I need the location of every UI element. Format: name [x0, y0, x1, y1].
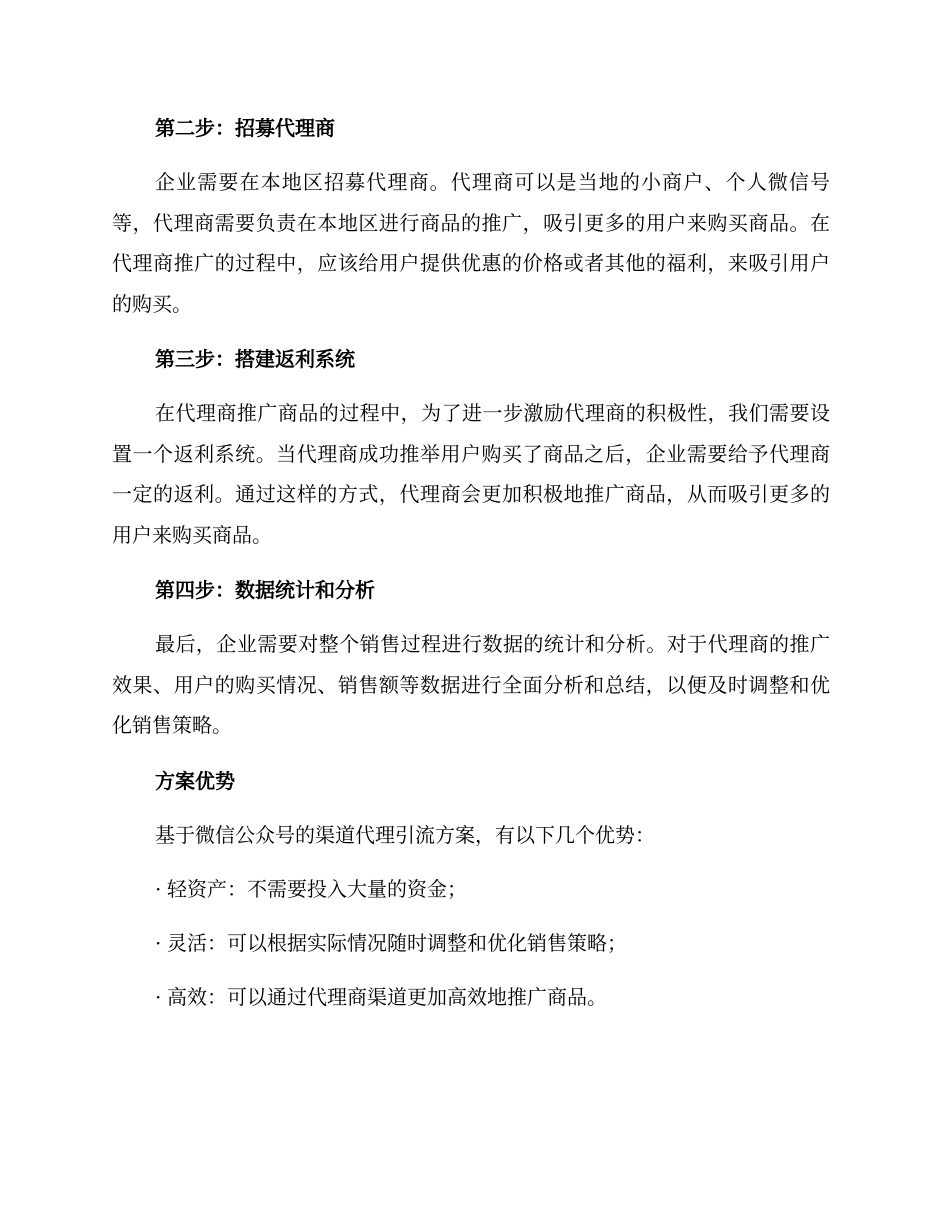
section-heading: 第四步：数据统计和分析: [155, 578, 375, 602]
section-data-analysis: [112, 570, 830, 746]
section-advantages: [112, 761, 830, 1017]
document-page: [112, 108, 830, 1031]
section-paragraph: 在代理商推广商品的过程中，为了进一步激励代理商的积极性，我们需要设置一个返利系统。当代理商成功推举用户购买了商品之后，企业需要给予代理商一定的返利。通过这样的方式，代理商会更加积极地推广商品，从而吸引更多的用户来购买商品。: [112, 401, 830, 547]
section-paragraph: 企业需要在本地区招募代理商。代理商可以是当地的小商户、个人微信号等，代理商需要负责在本地区进行商品的推广，吸引更多的用户来购买商品。在代理商推广的过程中，应该给用户提供优惠的价格或者其他的福利，来吸引用户的购买。: [112, 170, 830, 316]
list-item: [112, 923, 830, 963]
list-item: [112, 977, 830, 1017]
list-item-text: 高效：可以通过代理商渠道更加高效地推广商品。: [167, 984, 607, 1009]
section-paragraph: 最后，企业需要对整个销售过程进行数据的统计和分析。对于代理商的推广效果、用户的购买情况、销售额等数据进行全面分析和总结，以便及时调整和优化销售策略。: [112, 632, 830, 737]
list-item-text: 灵活：可以根据实际情况随时调整和优化销售策略；: [167, 930, 627, 955]
section-rebate-system: [112, 339, 830, 555]
section-heading: 第二步：招募代理商: [155, 116, 335, 140]
advantages-intro: 基于微信公众号的渠道代理引流方案，有以下几个优势：: [155, 822, 655, 847]
section-heading: 方案优势: [155, 768, 235, 793]
list-item: [112, 869, 830, 909]
bullet-icon: ·: [155, 930, 162, 955]
bullet-icon: ·: [155, 876, 162, 901]
bullet-icon: ·: [155, 984, 162, 1009]
list-item-text: 轻资产：不需要投入大量的资金；: [167, 876, 467, 901]
section-heading: 第三步：搭建返利系统: [155, 347, 355, 371]
section-recruit-agents: [112, 108, 830, 324]
